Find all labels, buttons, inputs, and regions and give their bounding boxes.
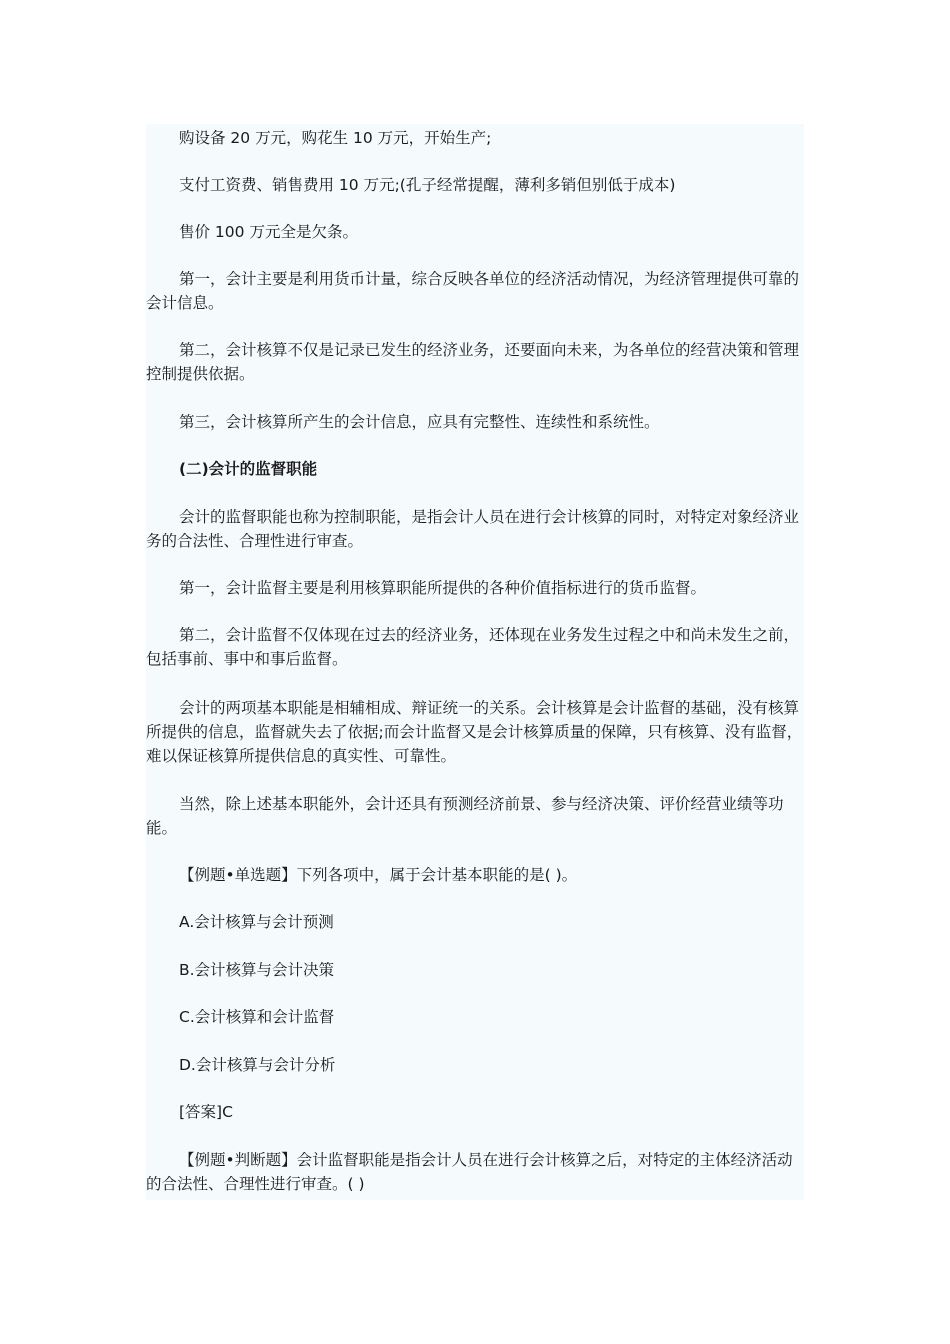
answer: [答案]C xyxy=(179,1103,233,1121)
question-true-false: 【例题•判断题】会计监督职能是指会计人员在进行会计核算之后，对特定的主体经济活动的合法性、合理性进行审查。( ) xyxy=(146,1151,793,1193)
content-block xyxy=(146,124,804,1200)
paragraph-supervision-second: 第二，会计监督不仅体现在过去的经济业务，还体现在业务发生过程之中和尚未发生之前，包括事前、事中和事后监督。 xyxy=(146,626,800,668)
paragraph-supervision-first: 第一，会计监督主要是利用核算职能所提供的各种价值指标进行的货币监督。 xyxy=(179,579,707,597)
paragraph-accounting-first: 第一，会计主要是利用货币计量，综合反映各单位的经济活动情况，为经济管理提供可靠的会计信息。 xyxy=(146,270,800,312)
paragraph-two-functions: 会计的两项基本职能是相辅相成、辩证统一的关系。会计核算是会计监督的基础，没有核算所提供的信息，监督就失去了依据;而会计监督又是会计核算质量的保障，只有核算、没有监督，难以保证核算所提供信息的真实性、可靠性。 xyxy=(146,699,803,765)
paragraph-other-functions: 当然，除上述基本职能外，会计还具有预测经济前景、参与经济决策、评价经营业绩等功能。 xyxy=(146,795,784,837)
paragraph-supervision-definition: 会计的监督职能也称为控制职能，是指会计人员在进行会计核算的同时，对特定对象经济业务的合法性、合理性进行审查。 xyxy=(146,508,800,550)
option-c: C.会计核算和会计监督 xyxy=(179,1008,335,1026)
paragraph-accounting-third: 第三，会计核算所产生的会计信息，应具有完整性、连续性和系统性。 xyxy=(179,413,660,431)
option-b: B.会计核算与会计决策 xyxy=(179,961,335,979)
option-d: D.会计核算与会计分析 xyxy=(179,1056,336,1074)
paragraph-pay-wages: 支付工资费、销售费用 10 万元;(孔子经常提醒，薄利多销但别低于成本) xyxy=(179,176,676,194)
paragraph-sale-price: 售价 100 万元全是欠条。 xyxy=(179,223,358,241)
paragraph-purchase-equipment: 购设备 20 万元，购花生 10 万元，开始生产; xyxy=(179,129,492,147)
section-heading-supervision: (二)会计的监督职能 xyxy=(179,460,318,478)
question-single-choice: 【例题•单选题】下列各项中，属于会计基本职能的是( )。 xyxy=(179,866,578,884)
option-a: A.会计核算与会计预测 xyxy=(179,913,334,931)
paragraph-accounting-second: 第二，会计核算不仅是记录已发生的经济业务，还要面向未来，为各单位的经营决策和管理控制提供依据。 xyxy=(146,341,800,383)
